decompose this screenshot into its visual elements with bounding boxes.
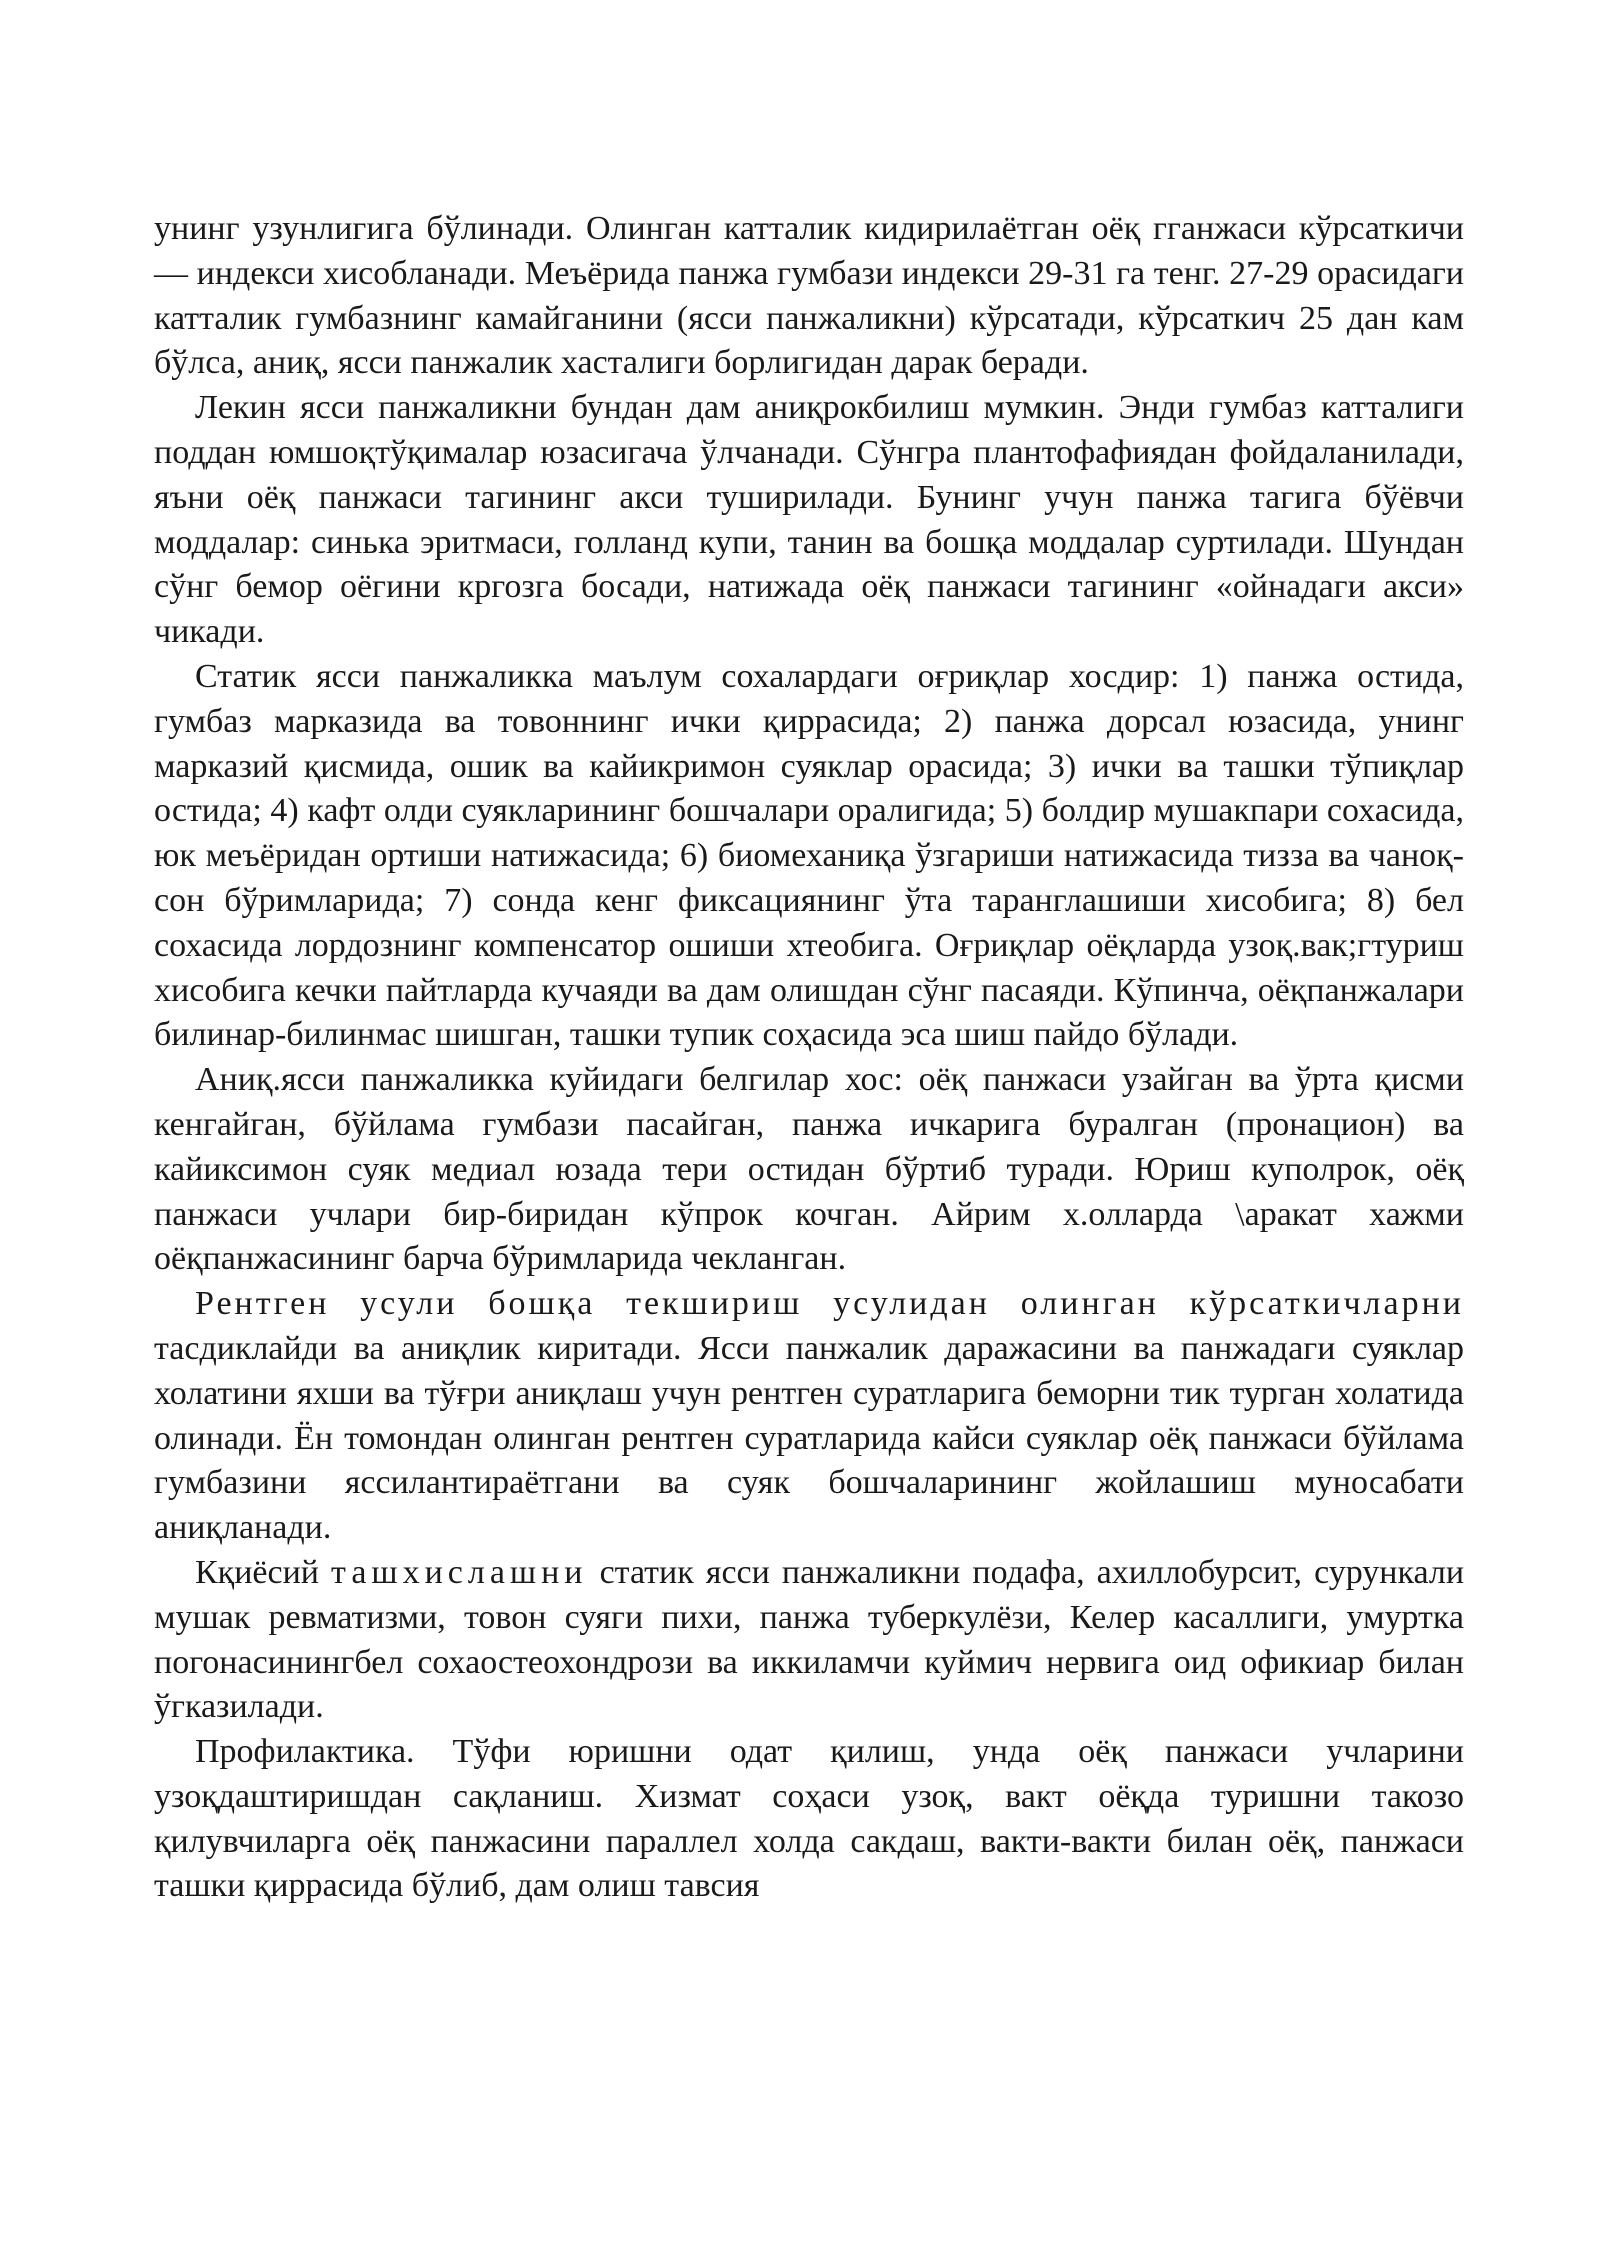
paragraph-6-lead: Кқиёсий: [195, 1553, 319, 1591]
paragraph-6: [154, 1551, 1464, 1730]
paragraph-5: [154, 1282, 1464, 1551]
paragraph-4: Аниқ.ясси панжаликка куйидаги белгилар хос: оёқ панжаси узайган ва ўрта қисми кенгайган, бўйлама гумбази пасайган, панжа ичкарига буралган (пронацион) ва кайиксимон суяк медиал юзада тери остидан бўртиб туради. Юриш куполрок, оёқ панжаси учлари бир-биридан кўпрок кочган. Айрим х.олларда \аракат хажми оёқпанжасининг барча бўримларида чекланган.: [154, 1061, 1464, 1278]
document-page: [154, 207, 1464, 1909]
paragraph-6-spaced-word: ташхислашни: [331, 1553, 588, 1591]
paragraph-5-body: тасдиклайди ва аниқлик киритади. Ясси панжалик даражасини ва панжадаги суяклар холатини яхши ва тўғри аниқлаш учун рентген суратларига беморни тик турган холатида олинади. Ён томондан олинган рентген суратларида кайси суяклар оёқ панжаси бўйлама гумбазини яссилантираётгани ва суяк бошчаларининг жойлашиш муносабати аниқланади.: [154, 1329, 1464, 1547]
paragraph-2: Лекин ясси панжаликни бундан дам аниқрокбилиш мумкин. Энди гумбаз катталиги поддан юмшоқтўқималар юзасигача ўлчанади. Сўнгра плантофафиядан фойдаланилади, яъни оёқ панжаси тагининг акси туширилади. Бунинг учун панжа тагига бўёвчи моддалар: синька эритмаси, голланд купи, танин ва бошқа моддалар суртилади. Шундан сўнг бемор оёгини кргозга босади, натижада оёқ панжаси тагининг «ойнадаги акси» чикади.: [154, 389, 1464, 651]
paragraph-1: унинг узунлигига бўлинади. Олинган катталик кидирилаётган оёқ гганжаси кўрсаткичи — индекси хисобланади. Меъёрида панжа гумбази индекси 29-31 га тенг. 27-29 орасидаги катталик гумбазнинг камайганини (ясси панжаликни) кўрсатади, кўрсаткич 25 дан кам бўлса, аниқ, ясси панжалик хасталиги борлигидан дарак беради.: [154, 210, 1464, 382]
paragraph-5-lead: Рентген усули бошқа текшириш усулидан олинган кўрсаткичларни: [195, 1285, 1464, 1323]
paragraph-6-body: статик ясси панжаликни подафа, ахиллобурсит, сурункали мушак ревматизми, товон суяги пихи, панжа туберкулёзи, Келер касаллиги, умуртка погонасинингбел сохаостеохондрози ва иккиламчи куймич нервига оид офикиар билан ўгказилади.: [154, 1553, 1465, 1726]
paragraph-7: Профилактика. Тўфи юришни одат қилиш, унда оёқ панжаси учларини узоқдаштиришдан сақланиш. Хизмат соҳаси узоқ, вакт оёқда туришни такозо қилувчиларга оёқ панжасини параллел холда сакдаш, вакти-вакти билан оёқ, панжаси ташки қиррасида бўлиб, дам олиш тавсия: [154, 1733, 1464, 1905]
paragraph-3: Статик ясси панжаликка маълум сохалардаги оғриқлар хосдир: 1) панжа остида, гумбаз марказида ва товоннинг ички қиррасида; 2) панжа дорсал юзасида, унинг марказий қисмида, ошик ва кайикримон суяклар орасида; 3) ички ва ташки тўпиқлар остида; 4) кафт олди суякларининг бошчалари оралигида; 5) болдир мушакпари сохасида, юк меъёридан ортиши натижасида; 6) биомеханиқа ўзгариши натижасида тизза ва чаноқ-сон бўримларида; 7) сонда кенг фиксациянинг ўта таранглашиши хисобига; 8) бел сохасида лордознинг компенсатор ошиши хтеобига. Оғриқлар оёқларда узоқ.вак;гтуриш хисобига кечки пайтларда кучаяди ва дам олишдан сўнг пасаяди. Кўпинча, оёқпанжалари билинар-билинмас шишган, ташки тупик соҳасида эса шиш пайдо бўлади.: [154, 657, 1464, 1054]
